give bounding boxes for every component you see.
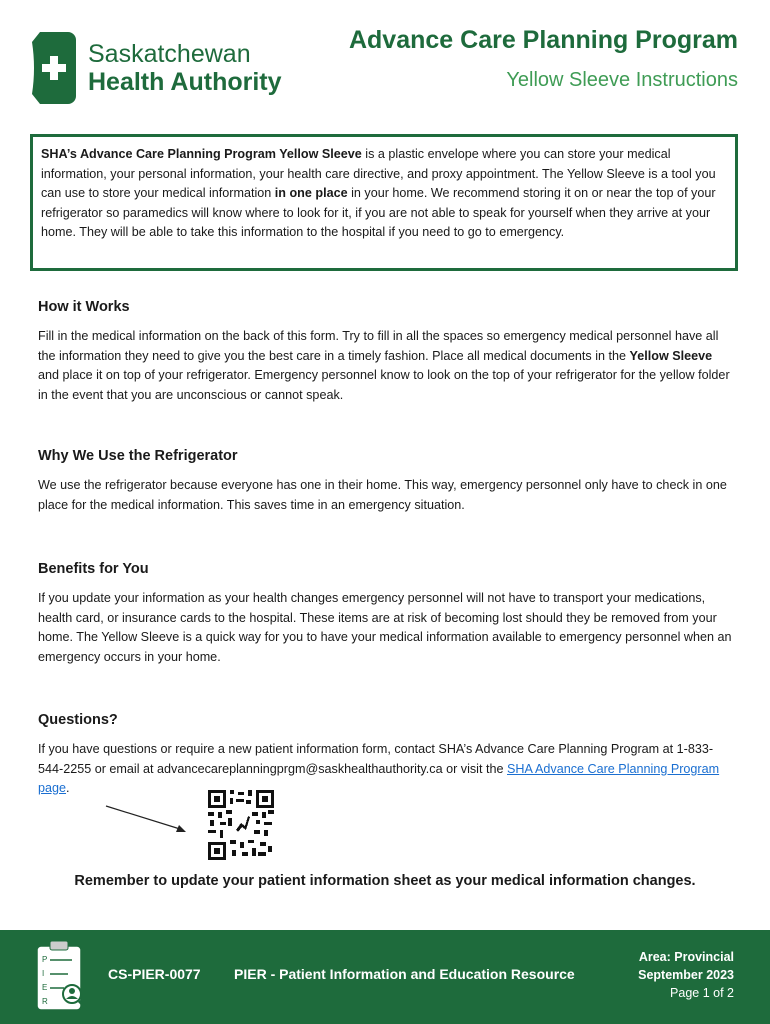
org-name-line1: Saskatchewan (88, 40, 251, 68)
page-title: Advance Care Planning Program (348, 26, 738, 54)
body-text: If you have questions or require a new patient information form, contact SHA’s Advance Care Planning Program at 1-833-544-2255 or email at advancecareplanningprgm@saskhealthauthority.ca or visit the (38, 742, 714, 776)
section-benefits (38, 561, 733, 667)
icon-letter: E (42, 983, 48, 992)
section-how-it-works (38, 299, 733, 405)
intro-text-1: is a plastic envelope where you can store your medical information, your personal information, your health care directive, and proxy appointment. The Yellow Sleeve is a tool you can use to store your medical information (41, 147, 716, 201)
qr-code-icon[interactable] (208, 790, 274, 860)
section-heading: Questions? (38, 712, 118, 728)
acp-program-page-link[interactable]: SHA Advance Care Planning Program page (38, 761, 720, 796)
footer-bar (0, 930, 770, 1024)
intro-lead: SHA’s Advance Care Planning Program Yellow Sleeve (41, 147, 362, 161)
page-number: Page 1 of 2 (670, 986, 734, 1000)
section-heading: How it Works (38, 299, 130, 315)
section-heading: Why We Use the Refrigerator (38, 448, 238, 464)
org-name-line2: Health Authority (88, 68, 282, 96)
icon-letter: P (42, 955, 48, 964)
intro-emphasis: in one place (274, 186, 348, 201)
body-text: . (66, 781, 70, 796)
sha-cross-logo-icon (32, 32, 76, 104)
section-body: We use the refrigerator because everyone has one in their home. This way, emergency personnel only have to check in one place for the medical information. This saves time in an emergency situation. (38, 478, 727, 512)
section-body (38, 327, 733, 405)
document-title-block (349, 26, 738, 92)
footer-meta (638, 948, 734, 1002)
section-heading: Benefits for You (38, 561, 149, 577)
sha-logo (32, 32, 282, 104)
section-questions (38, 712, 733, 799)
section-body: If you update your information as your health changes emergency personnel will not have to transport your medications, health card, or insurance cards to the hospital. These items are at risk of becoming lost should they be removed from your home. The Yellow Sleeve is a quick way for you to have your medical information available to emergency personnel when an emergency occurs in your home. (38, 591, 732, 664)
section-body (38, 740, 733, 799)
icon-letter: R (42, 997, 48, 1006)
intro-box (30, 134, 738, 271)
section-why-refrigerator (38, 448, 733, 515)
arrow-icon (104, 804, 188, 834)
document-code: CS-PIER-0077 (108, 966, 201, 982)
body-emphasis: Yellow Sleeve (629, 348, 713, 363)
patient-info-clipboard-icon (36, 940, 92, 1014)
page-subtitle: Yellow Sleeve Instructions (506, 69, 738, 91)
icon-letter: I (42, 969, 45, 978)
date-label: September 2023 (638, 968, 734, 982)
body-text: and place it on top of your refrigerator. Emergency personnel know to look on the top of your refrigerator for the yellow folder in the event that you are unconscious or cannot speak. (38, 368, 730, 402)
area-label: Area: Provincial (638, 950, 734, 964)
body-text: Fill in the medical information on the back of this form. Try to fill in all the spaces so emergency medical personnel have all the information they need to give you the best care in a timely fashion. Place all medical documents in the (38, 329, 719, 363)
resource-label: PIER - Patient Information and Education Resource (234, 966, 575, 982)
intro-text-2: in your home. We recommend storing it on or near the top of your refrigerator so paramedics will know where to look for it, if you are not able to speak for yourself when they arrive at your home. They will be able to take this information to the hospital if you need to go to emergency. (41, 186, 716, 240)
update-reminder: Remember to update your patient information sheet as your medical information changes. (74, 873, 696, 889)
